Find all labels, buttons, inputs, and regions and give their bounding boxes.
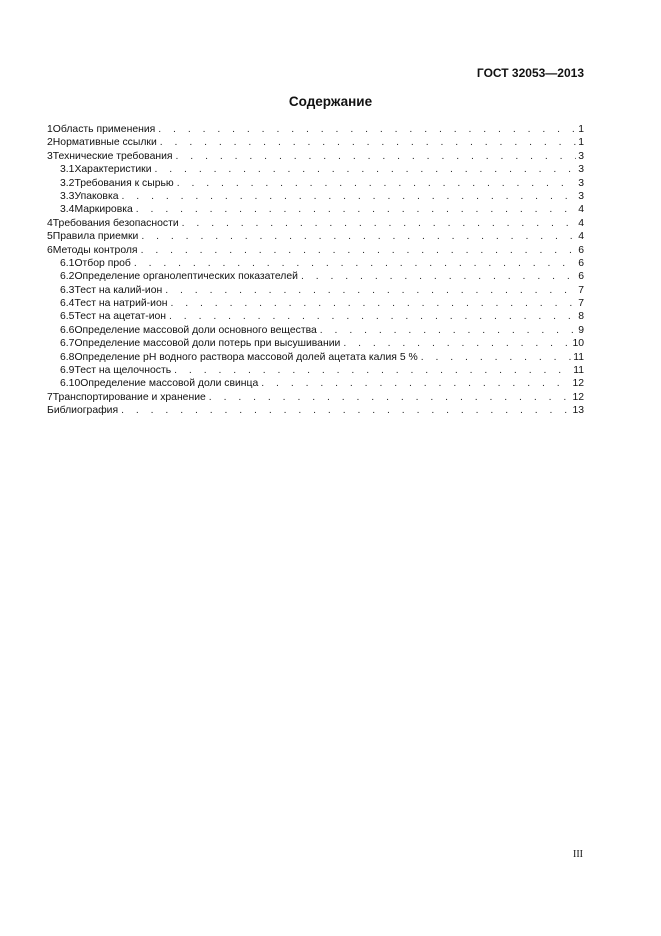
- toc-entry-page: 6: [578, 257, 584, 269]
- toc-entry-6-3[interactable]: [47, 284, 584, 297]
- toc-entry-number: 3.4: [60, 204, 75, 216]
- toc-entry-6-8[interactable]: [47, 351, 584, 364]
- toc-entry-1[interactable]: [47, 123, 584, 136]
- toc-entry-title: Определение pH водного раствора массовой долей ацетата калия 5 %: [74, 351, 418, 363]
- toc-entry-number: 6.5: [60, 311, 75, 323]
- toc-entry-page: 8: [578, 311, 584, 323]
- toc-entry-page: 11: [573, 365, 584, 377]
- toc-entry-number: 6.6: [60, 324, 75, 336]
- toc-entry-page: 12: [572, 391, 584, 403]
- toc-entry-number: 6.4: [60, 298, 75, 310]
- toc-entry-6-5[interactable]: [47, 310, 584, 323]
- toc-leader-dots: [177, 177, 577, 190]
- table-of-contents: [47, 123, 584, 418]
- standard-code: ГОСТ 32053—2013: [476, 66, 584, 80]
- toc-entry-page: 9: [578, 324, 584, 336]
- toc-entry-3-1[interactable]: [47, 163, 584, 176]
- toc-entry-title: Тест на калий-ион: [74, 284, 163, 296]
- toc-entry-number: 7: [47, 391, 53, 403]
- toc-entry-number: 6.9: [60, 365, 75, 377]
- toc-entry-title: Определение массовой доли потерь при высушивании: [74, 338, 341, 350]
- toc-leader-dots: [182, 217, 577, 230]
- toc-title: Содержание: [288, 94, 373, 109]
- toc-entry-3-4[interactable]: [47, 203, 584, 216]
- toc-entry-title: Требования к сырью: [74, 177, 174, 189]
- toc-entry-page: 1: [578, 124, 584, 135]
- toc-entry-title: Технические требования: [52, 150, 173, 162]
- toc-entry-title: Библиография: [47, 405, 119, 417]
- toc-entry-6-1[interactable]: [47, 257, 584, 270]
- toc-entry-page: 7: [578, 284, 584, 296]
- toc-entry-title: Тест на щелочность: [74, 365, 172, 377]
- toc-entry-page: 6: [578, 244, 584, 256]
- toc-entry-title: Маркировка: [74, 204, 133, 216]
- toc-entry-page: 4: [578, 204, 584, 216]
- toc-entry-page: 3: [578, 164, 584, 176]
- toc-entry-number: 6.8: [60, 351, 75, 363]
- toc-leader-dots: [121, 404, 570, 417]
- toc-entry-number: 3: [47, 150, 53, 162]
- toc-entry-number: 3.3: [60, 190, 75, 202]
- toc-entry-4[interactable]: [47, 217, 584, 230]
- toc-entry-number: 6.7: [60, 338, 75, 350]
- toc-entry-title: Тест на ацетат-ион: [74, 311, 167, 323]
- toc-leader-dots: [320, 324, 576, 337]
- toc-entry-page: 10: [572, 338, 584, 350]
- toc-entry-number: 5: [47, 231, 53, 243]
- toc-entry-3[interactable]: [47, 150, 584, 163]
- toc-entry-page: 13: [572, 405, 584, 417]
- toc-entry-6[interactable]: [47, 244, 584, 257]
- toc-leader-dots: [174, 364, 571, 377]
- page-number: III: [573, 849, 583, 860]
- toc-entry-6-10[interactable]: [47, 377, 584, 390]
- toc-entry-title: Методы контроля: [52, 244, 138, 256]
- toc-entry-page: 1: [578, 137, 584, 149]
- toc-entry-page: 11: [573, 351, 584, 363]
- toc-leader-dots: [158, 123, 576, 136]
- toc-entry-bibliography[interactable]: [47, 404, 584, 417]
- toc-entry-3-3[interactable]: [47, 190, 584, 203]
- toc-entry-title: Определение массовой доли основного вещества: [74, 324, 317, 336]
- toc-entry-page: 4: [578, 217, 584, 229]
- toc-leader-dots: [261, 377, 570, 390]
- toc-entry-page: 3: [578, 150, 584, 162]
- toc-leader-dots: [209, 391, 571, 404]
- toc-entry-page: 6: [578, 271, 584, 283]
- toc-entry-page: 12: [572, 378, 584, 390]
- toc-entry-number: 3.2: [60, 177, 75, 189]
- toc-entry-title: Характеристики: [74, 164, 152, 176]
- toc-leader-dots: [136, 203, 576, 216]
- toc-entry-title: Определение органолептических показателей: [74, 271, 298, 283]
- toc-entry-6-7[interactable]: [47, 337, 584, 350]
- toc-entry-page: 7: [578, 298, 584, 310]
- toc-entry-title: Область применения: [52, 124, 156, 135]
- toc-leader-dots: [165, 284, 576, 297]
- toc-leader-dots: [421, 351, 571, 364]
- toc-leader-dots: [155, 163, 577, 176]
- toc-entry-number: 2: [47, 137, 53, 149]
- toc-entry-number: 6.3: [60, 284, 75, 296]
- toc-entry-6-2[interactable]: [47, 270, 584, 283]
- toc-entry-7[interactable]: [47, 391, 584, 404]
- toc-entry-number: 6.2: [60, 271, 75, 283]
- toc-leader-dots: [122, 190, 577, 203]
- toc-leader-dots: [169, 310, 576, 323]
- toc-leader-dots: [170, 297, 576, 310]
- toc-entry-2[interactable]: [47, 136, 584, 149]
- toc-entry-page: 3: [578, 190, 584, 202]
- toc-leader-dots: [343, 337, 570, 350]
- toc-entry-6-4[interactable]: [47, 297, 584, 310]
- toc-entry-title: Тест на натрий-ион: [74, 298, 168, 310]
- toc-entry-title: Определение массовой доли свинца: [80, 378, 259, 390]
- toc-entry-page: 4: [578, 231, 584, 243]
- toc-entry-3-2[interactable]: [47, 177, 584, 190]
- toc-entry-6-9[interactable]: [47, 364, 584, 377]
- toc-entry-number: 6.10: [60, 378, 81, 390]
- toc-entry-page: 3: [578, 177, 584, 189]
- toc-leader-dots: [141, 230, 576, 243]
- toc-entry-number: 4: [47, 217, 53, 229]
- toc-entry-title: Правила приемки: [52, 231, 139, 243]
- toc-entry-title: Транспортирование и хранение: [52, 391, 206, 403]
- toc-leader-dots: [160, 136, 576, 149]
- toc-entry-5[interactable]: [47, 230, 584, 243]
- toc-leader-dots: [176, 150, 577, 163]
- toc-entry-title: Упаковка: [74, 190, 119, 202]
- toc-leader-dots: [141, 244, 577, 257]
- toc-entry-title: Требования безопасности: [52, 217, 179, 229]
- toc-entry-number: 6: [47, 244, 53, 256]
- toc-leader-dots: [301, 270, 576, 283]
- toc-entry-6-6[interactable]: [47, 324, 584, 337]
- toc-leader-dots: [134, 257, 576, 270]
- toc-entry-number: 6.1: [60, 257, 75, 269]
- toc-entry-title: Нормативные ссылки: [52, 137, 157, 149]
- toc-entry-number: 3.1: [60, 164, 75, 176]
- toc-entry-number: 1: [47, 124, 53, 135]
- toc-entry-title: Отбор проб: [74, 257, 131, 269]
